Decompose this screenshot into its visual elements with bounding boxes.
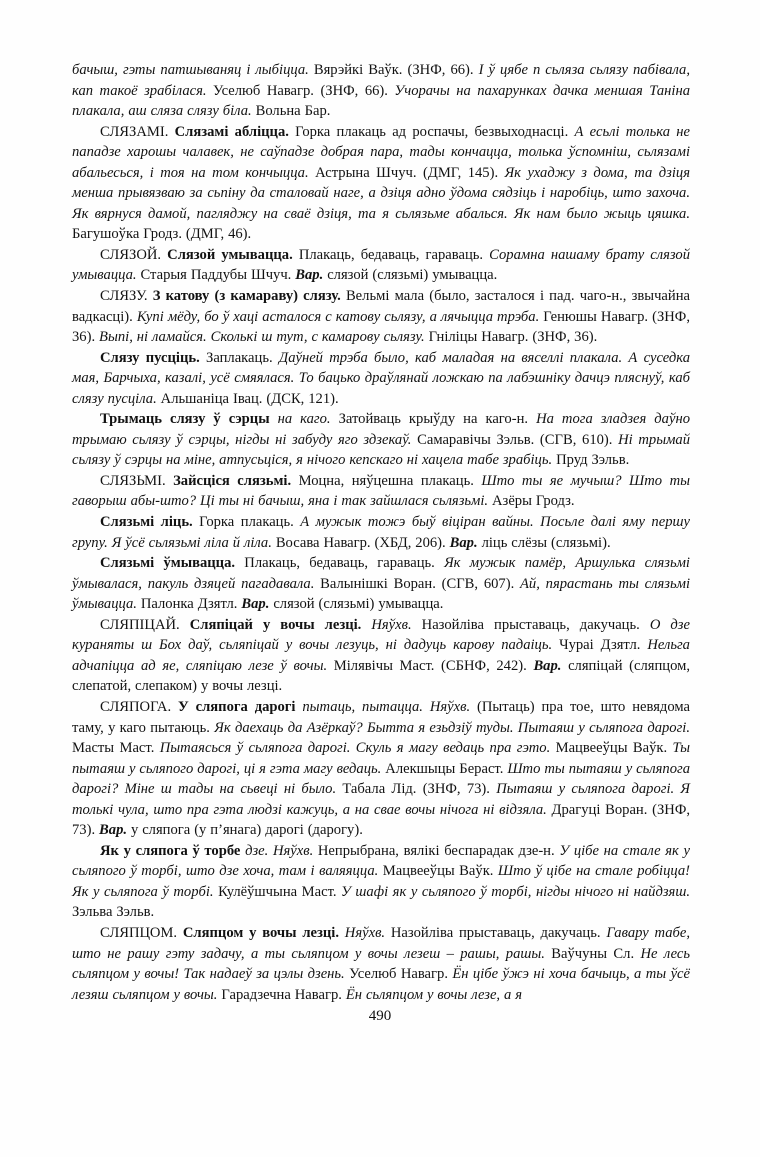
- text-run: Астрына Шчуч. (ДМГ, 145).: [308, 164, 505, 181]
- text-run: Горка плакаць ад роспачы, безвыходнасці.: [288, 123, 575, 140]
- text-run: На тога зладзея даўно трымаю сьлязу ў сэрцы, нігды ні забуду яго здзекаў.: [72, 411, 690, 448]
- text-run: Выпі, ні ламайся. Сколькі ш тут, с камарову сьлязу.: [99, 329, 425, 346]
- text-run: Як у сляпога ў торбе: [100, 842, 246, 859]
- text-run: Непрыбрана, вялікі беспарадак дзе-н.: [313, 842, 560, 859]
- text-run: Мацвееўцы Ваўк.: [550, 740, 673, 757]
- text-run: Палонка Дзятл.: [136, 596, 242, 613]
- text-run: З катову (з камараву) слязу.: [152, 288, 341, 305]
- text-run: ліць слёзы (слязьмі).: [477, 534, 611, 551]
- text-run: на каго.: [277, 411, 331, 428]
- text-run: Сляпцом у вочы лезці.: [182, 924, 339, 941]
- text-run: Уселюб Навагр. (ЗНФ, 66).: [206, 82, 395, 99]
- text-run: Слязамі абліцца.: [174, 123, 289, 140]
- text-run: Назойліва прыставаць, дакучаць.: [385, 924, 607, 941]
- text-run: сляпіцай (сляпцом, слепатой, слепаком) у вочы лезці.: [72, 657, 691, 695]
- text-run: Гарадзечна Навагр.: [217, 986, 346, 1003]
- text-run: А есьлі толька не пападзе харошы чалавек, не саўпадзе добрая пара, тады кончацца, толька ўспомніш, сьлязамі абальесься, і тоя на том кончыцца.: [72, 123, 690, 181]
- text-run: Слязой умывацца.: [167, 246, 293, 263]
- text-run: Нельга адчапіцца ад яе, сляпіцаю лезе ў вочы.: [72, 637, 690, 674]
- text-run: Ай, пярастань ты слязьмі ўмывацца.: [72, 575, 690, 613]
- text-run: Пытаяш у сьляпога дарогі. Я толькі чула, што пра гэта людзі кажуць, а на свае вочы нічога ні відзяла.: [72, 781, 691, 818]
- text-run: Ты пытаяш у сьляпого дарогі, ці я гэта магу ведаць.: [72, 740, 691, 777]
- paragraph: [72, 348, 690, 410]
- text-run: Даўней трэба было, каб маладая на вяселлі плакала. А суседка мая, Барчыха, казалі, усё смяялася. То бацько драўлянай ложкаю па лабэшніку дачцэ пляснуў, каб слязу пусціла.: [72, 349, 690, 407]
- text-run: Няўхв.: [344, 924, 386, 941]
- text-run: Уселюб Навагр.: [344, 966, 453, 983]
- text-run: Гніліцы Навагр. (ЗНФ, 36).: [424, 329, 598, 346]
- text-run: Драгуці Воран. (ЗНФ, 73).: [72, 801, 690, 839]
- text-run: Што ў цібе на стале робіцца! Як у сьляпога ў торбі.: [72, 863, 690, 900]
- text-run: Заплакаць.: [199, 349, 279, 366]
- paragraph: [72, 697, 690, 841]
- text-run: Зайсціся слязьмі.: [173, 472, 292, 489]
- paragraph: [72, 512, 690, 553]
- text-run: Вар.: [241, 596, 270, 613]
- text-run: Няўхв.: [371, 616, 412, 633]
- text-run: Сорамна нашаму брату слязой умывацца.: [72, 246, 691, 284]
- text-run: Гавару табе, што не рашу гэту задачу, а ты сьляпцом у вочы лезеш – рашы, рашы.: [72, 924, 690, 962]
- paragraph: [72, 286, 690, 348]
- text-run: Не лесь сьляпцом у вочы! Так надаеў за цэлы дзень.: [72, 945, 690, 983]
- text-run: Моцна, няўцешна плакаць.: [291, 472, 482, 489]
- text-run: Багушоўка Гродз. (ДМГ, 46).: [72, 226, 252, 243]
- text-run: І ў цябе п сьляза сьлязу пабівала, кап такоё зрабілася.: [72, 62, 690, 99]
- text-run: [361, 617, 371, 633]
- text-run: СЛЯЗОЙ.: [100, 246, 168, 263]
- text-run: Пруд Зэльв.: [552, 452, 630, 469]
- text-run: А мужык тожэ быў віціран вайны. Посьле далі яму першу групу. Я ўсё сьлязьмі ліла й ліла.: [72, 514, 690, 551]
- text-run: Плакаць, бедаваць, гараваць.: [235, 555, 445, 572]
- text-run: Сляпіцай у вочы лезці.: [189, 616, 362, 633]
- text-run: Самаравічы Зэльв. (СГВ, 610).: [411, 431, 619, 448]
- page-number: 490: [368, 1008, 392, 1024]
- text-run: Вельмі мала (было, засталося і пад. чаго-н., звычайна вадкасці).: [72, 288, 690, 325]
- text-run: Чураі Дзятл.: [552, 637, 648, 654]
- text-run: Табала Лід. (ЗНФ, 73).: [336, 781, 497, 798]
- text-run: Ён цібе ўжэ ні хоча бачыць, а ты ўсё лезяш сьляпцом у вочы.: [72, 966, 690, 1003]
- text-run: Мілявічы Маст. (СБНФ, 242).: [327, 657, 534, 674]
- text-run: Вар.: [99, 822, 128, 839]
- text-run: Горка плакаць.: [192, 514, 301, 531]
- text-run: Азёры Гродз.: [488, 493, 575, 510]
- text-run: СЛЯПОГА.: [100, 698, 179, 715]
- text-run: Кулёўшчына Маст.: [213, 883, 342, 900]
- text-run: СЛЯПІЦАЙ.: [100, 616, 190, 633]
- text-run: У шафі як у сьляпого ў торбі, нігды нічого ні найдзяш.: [341, 883, 690, 900]
- text-run: Ваўчуны Сл.: [544, 945, 641, 962]
- text-run: У сляпога дарогі: [178, 698, 303, 715]
- text-run: Восава Навагр. (ХБД, 206).: [271, 534, 450, 551]
- text-run: Валынішкі Воран. (СГВ, 607).: [314, 575, 521, 592]
- text-run: Ён сьляпцом у вочы лезе, а я: [345, 986, 523, 1003]
- text-run: Пытаясься ў сьляпога дарогі. Скуль я магу ведаць пра гэто.: [159, 740, 551, 757]
- text-run: СЛЯЗАМІ.: [100, 123, 175, 140]
- text-run: Вярэйкі Ваўк. (ЗНФ, 66).: [308, 62, 479, 78]
- paragraph: [72, 122, 690, 245]
- text-run: Зэльва Зэльв.: [72, 904, 155, 921]
- paragraph: [72, 923, 690, 1005]
- text-run: (Пытаць) пра тое, што невядома таму, у каго пытаюць.: [72, 698, 690, 736]
- paragraph: [72, 841, 690, 923]
- text-run: Алекшыцы Бераст.: [381, 760, 508, 777]
- text-run: Затойваць крыўду на каго-н.: [330, 411, 537, 428]
- text-run: Як даехаць да Азёркаў? Бытта я езьдзіў туды. Пытаяш у сьляпога дарогі.: [214, 719, 690, 736]
- text-run: Старыя Паддубы Шчуч.: [136, 267, 296, 284]
- paragraph: [72, 553, 690, 615]
- text-run: у сляпога (у п’янага) дарогі (дарогу).: [127, 822, 363, 839]
- text-run: Вар.: [449, 534, 478, 551]
- text-run: СЛЯЗУ.: [100, 288, 153, 305]
- text-run: СЛЯЗЬМІ.: [100, 472, 174, 489]
- paragraph: [72, 471, 690, 512]
- text-run: Альшаніца Івац. (ДСК, 121).: [156, 390, 339, 407]
- text-run: бачыш, гэты патшываняц і лыбіцца.: [72, 62, 309, 78]
- text-run: Назойліва прыставаць, дакучаць.: [411, 616, 650, 633]
- text-run: Плакаць, бедаваць, гараваць.: [292, 246, 490, 263]
- text-run: пытаць, пытацца. Няўхв.: [302, 698, 471, 715]
- text-run: Як мужык памёр, Аршулька слязьмі ўмывалася, пакуль дзяцей пагадавала.: [72, 555, 690, 592]
- text-run: Генюшы Навагр. (ЗНФ, 36).: [72, 308, 690, 346]
- text-run: дзе. Няўхв.: [245, 842, 314, 859]
- text-run: Вольна Бар.: [251, 103, 331, 120]
- text-run: Як ухаджу з дома, та дзіця менша прывязваю за сьпіну да сталовай наге, а дзіця адно ўдома сядзіць і наробіць, што захоча. Як вярнуся дамой, пагляджу на сваё дзіця, та я сьлязьме абалься. Як нам было жыць цяшка.: [72, 164, 690, 222]
- paragraph: [72, 245, 690, 286]
- text-run: Купі мёду, бо ў хаці асталося с катову сьлязу, а лячыцца трэба.: [136, 308, 540, 325]
- text-run: Слязу пусціць.: [100, 349, 200, 366]
- text-run: Слязьмі ліць.: [100, 514, 193, 531]
- text-run: Трымаць слязу ў сэрцы: [100, 411, 278, 428]
- text-run: Слязьмі ўмывацца.: [100, 555, 236, 572]
- text-run: Вар.: [533, 657, 562, 674]
- text-run: Масты Маст.: [72, 740, 160, 757]
- text-run: СЛЯПЦОМ.: [100, 924, 183, 941]
- text-run: слязой (слязьмі) умывацца.: [269, 596, 444, 613]
- text-run: Вар.: [295, 267, 324, 284]
- text-run: Мацвееўцы Ваўк.: [378, 863, 498, 880]
- text-run: Ні трымай сьлязу ў сэрцы на міне, атпусьціся, я нічого кепскаго ні хацела табе зрабіць.: [72, 431, 690, 469]
- text-run: Учорачы на пахарунках дачка меншая Таніна плакала, аш сляза слязу біла.: [72, 82, 690, 120]
- text-column: [72, 60, 690, 1005]
- paragraph: [72, 60, 690, 122]
- paragraph: [72, 409, 690, 471]
- paragraph: [72, 615, 690, 697]
- text-run: О дзе кураняты ш Бох даў, сьляпіцай у вочы лезуць, ні дадуць карову падаіць.: [72, 616, 690, 654]
- text-run: слязой (слязьмі) умывацца.: [323, 267, 498, 284]
- text-run: У цібе на стале як у сьляпого ў торбі, што дзе хоча, там і валяяцца.: [72, 842, 691, 880]
- text-run: Што ты пытаяш у сьляпога дарогі? Міне ш тады на сьвеці ні было.: [72, 760, 691, 798]
- text-run: Што ты яе мучыш? Што ты гаворыш абы-што? Ці ты ні бачыш, яна і так зайшлася сьлязьмі.: [72, 472, 690, 510]
